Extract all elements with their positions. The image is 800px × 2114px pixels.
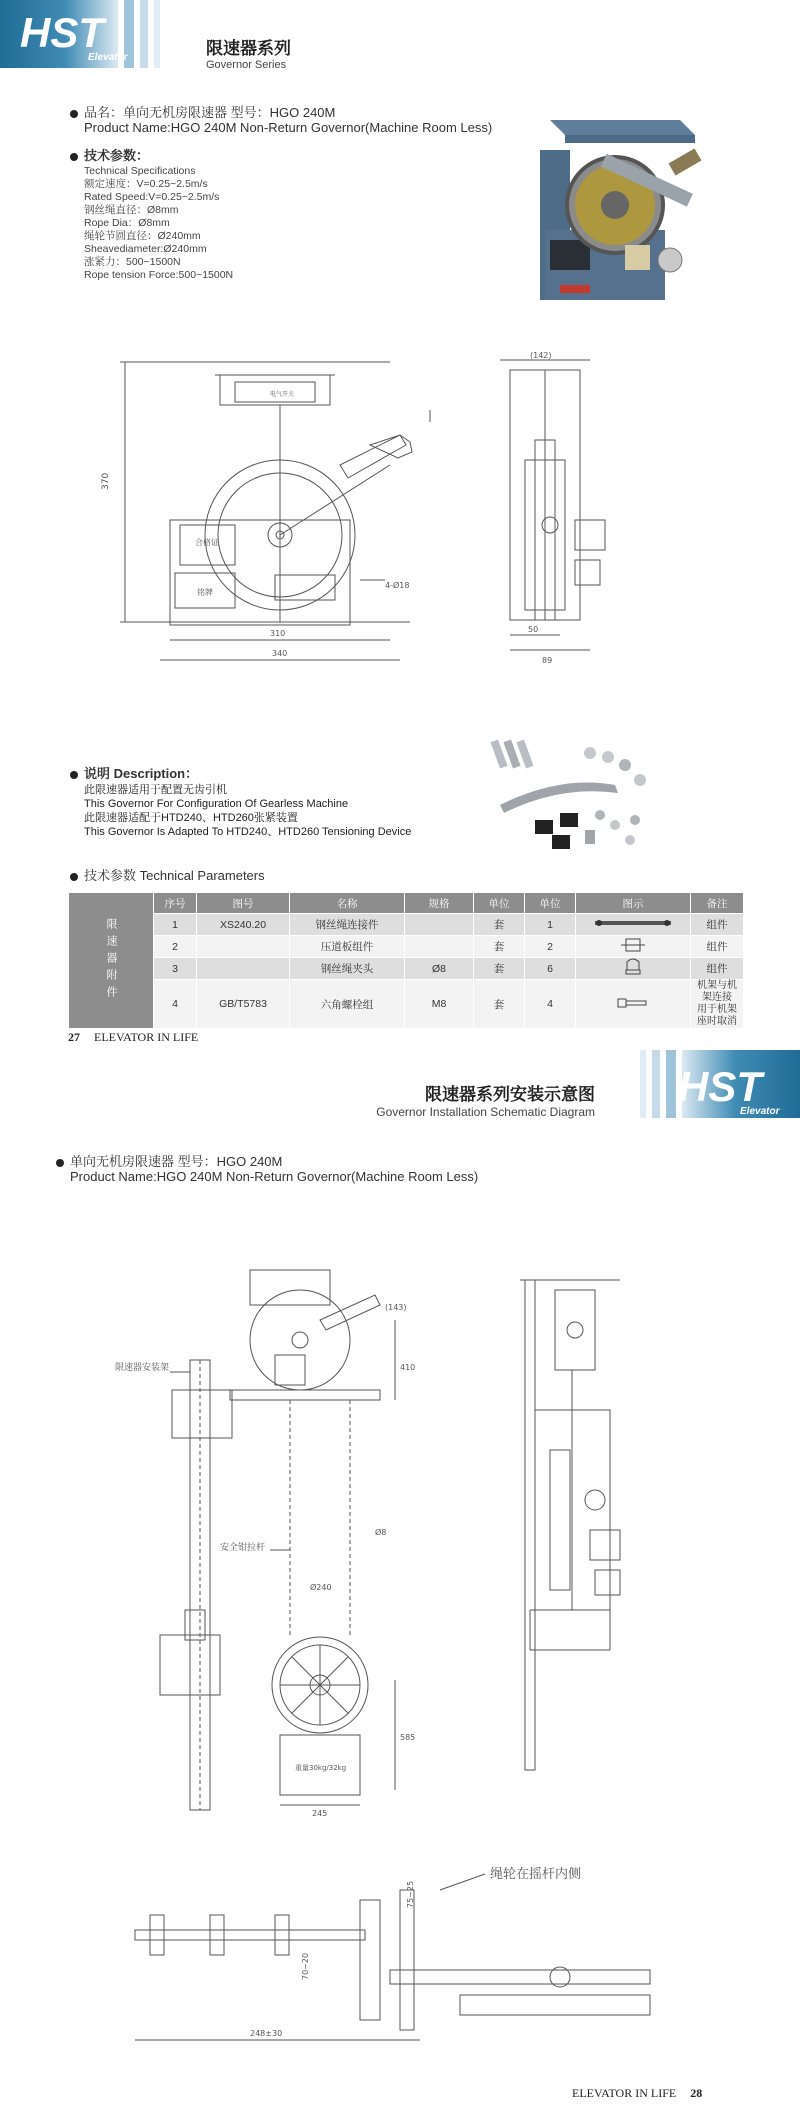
- product-name-cn: 品名：单向无机房限速器 型号：HGO 240M: [84, 105, 336, 120]
- spec-line: 额定速度：V=0.25~2.5m/s: [84, 178, 208, 190]
- product-name-en: Product Name:HGO 240M Non-Return Governor(Machine Room Less): [84, 120, 493, 135]
- installation-detail-drawing: [130, 1860, 670, 2060]
- table-cell-diagram: [576, 958, 691, 980]
- page-28-title-en: Governor Installation Schematic Diagram: [376, 1105, 595, 1119]
- pressure-plate-icon: [618, 937, 648, 953]
- dim-143: (143): [385, 1303, 407, 1312]
- side-view-drawing: [490, 350, 620, 680]
- label-safety-rod: 安全钳拉杆: [220, 1543, 266, 1553]
- description-block: [70, 766, 411, 839]
- description-line: 此限速器适配于HTD240、HTD260张紧装置: [84, 812, 298, 824]
- table-cell: 6: [525, 958, 576, 980]
- table-header-cell: 单位: [525, 893, 576, 914]
- table-cell: 套: [474, 958, 525, 980]
- table-cell-diagram: [576, 980, 691, 1029]
- accessories-photo: [490, 735, 660, 855]
- dim-240-diameter: Ø240: [310, 1583, 332, 1592]
- table-header-row: [69, 893, 744, 914]
- table-cell: 钢丝绳连接件: [290, 914, 405, 936]
- table-header-cell: 单位: [474, 893, 525, 914]
- table-cell: 机架与机架连接 用于机架座时取消: [691, 980, 744, 1029]
- product-photo: [520, 110, 720, 310]
- table-header-cell: 名称: [290, 893, 405, 914]
- label-sheave-note: 绳轮在摇杆内侧: [490, 1867, 582, 1882]
- page-28: [0, 1050, 800, 2114]
- table-cell: [197, 936, 290, 958]
- label-plate: 铭牌: [197, 588, 213, 597]
- logo-block: [0, 0, 200, 68]
- page-27-footer: [68, 1030, 198, 1045]
- logo-subtext-2: Elevator: [740, 1106, 780, 1117]
- table-cell-diagram: [576, 914, 691, 936]
- table-cell: 套: [474, 980, 525, 1029]
- spec-line: Rated Speed:V=0.25~2.5m/s: [84, 191, 220, 203]
- table-cell: 1: [154, 914, 197, 936]
- table-cell: XS240.20: [197, 914, 290, 936]
- rope-clamp-icon: [623, 958, 643, 976]
- table-header-cell: 图示: [576, 893, 691, 914]
- logo-block-2: [600, 1050, 800, 1118]
- description-line: This Governor For Configuration Of Gearless Machine: [84, 798, 349, 810]
- table-cell: 钢丝绳夹头: [290, 958, 405, 980]
- description-line: 此限速器适用于配置无齿引机: [84, 784, 227, 796]
- table-cell: 组件: [691, 958, 744, 980]
- footer-text-2: ELEVATOR IN LIFE: [572, 2086, 677, 2100]
- dim-8-diameter: Ø8: [375, 1528, 387, 1537]
- description-line: This Governor Is Adapted To HTD240、HTD260 Tensioning Device: [84, 826, 412, 838]
- dim-340: 340: [272, 649, 288, 658]
- bullet-icon: [56, 1159, 64, 1167]
- table-side-label: 限速器附件: [69, 893, 154, 1029]
- product-name-2-cn: 单向无机房限速器 型号：HGO 240M: [70, 1154, 283, 1169]
- dim-245: 245: [312, 1809, 328, 1818]
- logo-text-2: HST: [678, 1063, 762, 1110]
- dim-4-018: 4-Ø18: [385, 581, 410, 590]
- front-view-drawing: [100, 340, 460, 680]
- bullet-icon: [70, 873, 78, 881]
- table-cell: [405, 914, 474, 936]
- table-cell: 2: [154, 936, 197, 958]
- product-name-2-en: Product Name:HGO 240M Non-Return Governor(Machine Room Less): [70, 1169, 479, 1184]
- spec-line: Sheavediameter:Ø240mm: [84, 243, 207, 255]
- table-cell: Ø8: [405, 958, 474, 980]
- table-cell: 压道板组件: [290, 936, 405, 958]
- spec-line: 钢丝绳直径：Ø8mm: [84, 204, 179, 216]
- table-cell: 1: [525, 914, 576, 936]
- label-weight: 重量30kg/32kg: [295, 1764, 347, 1772]
- series-title: [206, 34, 291, 71]
- table-cell: 组件: [691, 936, 744, 958]
- table-cell: 套: [474, 914, 525, 936]
- params-heading-text: 技术参数 Technical Parameters: [84, 868, 265, 883]
- params-heading: [70, 868, 265, 883]
- installation-side-drawing: [500, 1270, 640, 1790]
- page-28-title: [350, 1080, 595, 1119]
- table-cell: M8: [405, 980, 474, 1029]
- label-gauge: 合格证: [195, 538, 219, 547]
- dim-370: 370: [101, 472, 111, 490]
- dim-50: 50: [528, 625, 539, 634]
- dim-310: 310: [270, 629, 286, 638]
- table-cell: 3: [154, 958, 197, 980]
- table-cell: GB/T5783: [197, 980, 290, 1029]
- table-cell: 4: [525, 980, 576, 1029]
- spec-line: Technical Specifications: [84, 165, 196, 177]
- page-27: [0, 0, 800, 1050]
- dim-142: (142): [530, 351, 552, 360]
- page-28-title-cn: 限速器系列安装示意图: [425, 1085, 595, 1104]
- dim-89: 89: [542, 656, 553, 665]
- table-cell: 2: [525, 936, 576, 958]
- spec-line: Rope Dia：Ø8mm: [84, 217, 170, 229]
- spec-line: Rope tension Force:500~1500N: [84, 269, 234, 281]
- table-cell: [197, 958, 290, 980]
- rope-connector-icon: [593, 918, 673, 928]
- page-number-27: 27: [68, 1030, 80, 1044]
- bullet-icon: [70, 771, 78, 779]
- table-cell: 组件: [691, 914, 744, 936]
- logo-text: HST: [20, 9, 104, 56]
- table-cell-diagram: [576, 936, 691, 958]
- table-header-cell: 规格: [405, 893, 474, 914]
- table-cell: 六角螺栓组: [290, 980, 405, 1029]
- spec-line: 绳轮节圆直径：Ø240mm: [84, 230, 201, 242]
- table-cell: [405, 936, 474, 958]
- table-row: [69, 936, 744, 958]
- bullet-icon: [70, 153, 78, 161]
- table-header-cell: 序号: [154, 893, 197, 914]
- table-cell: 4: [154, 980, 197, 1029]
- description-heading: 说明 Description：: [84, 766, 199, 781]
- table-row: [69, 914, 744, 936]
- table-row: [69, 980, 744, 1029]
- series-title-en: Governor Series: [206, 59, 287, 71]
- logo-subtext: Elevator: [88, 52, 128, 63]
- page-number-28: 28: [690, 2086, 703, 2100]
- dim-75-25: 75~25: [406, 1880, 415, 1908]
- table-cell: 套: [474, 936, 525, 958]
- series-title-cn: 限速器系列: [206, 39, 291, 58]
- page-28-footer: [572, 2086, 702, 2101]
- parameters-table: [68, 892, 744, 1029]
- tech-heading: 技术参数：: [84, 148, 150, 163]
- dim-70-20: 70~20: [301, 1952, 310, 1980]
- dim-248: 248±30: [250, 2029, 283, 2038]
- footer-text: ELEVATOR IN LIFE: [94, 1030, 199, 1044]
- tech-spec-block: [70, 148, 233, 282]
- spec-line: 涨紧力：500~1500N: [84, 256, 181, 268]
- hex-bolt-icon: [616, 996, 650, 1010]
- table-row: [69, 958, 744, 980]
- label-switch-box: 电气开关: [270, 391, 295, 398]
- product-name: [70, 105, 492, 135]
- table-header-cell: 备注: [691, 893, 744, 914]
- dim-410: 410: [400, 1363, 416, 1372]
- product-name-2: [56, 1154, 478, 1184]
- label-governor-bracket: 限速器安装架: [115, 1363, 170, 1373]
- bullet-icon: [70, 110, 78, 118]
- table-header-cell: 图号: [197, 893, 290, 914]
- installation-front-drawing: [100, 1260, 430, 1820]
- dim-585: 585: [400, 1733, 416, 1742]
